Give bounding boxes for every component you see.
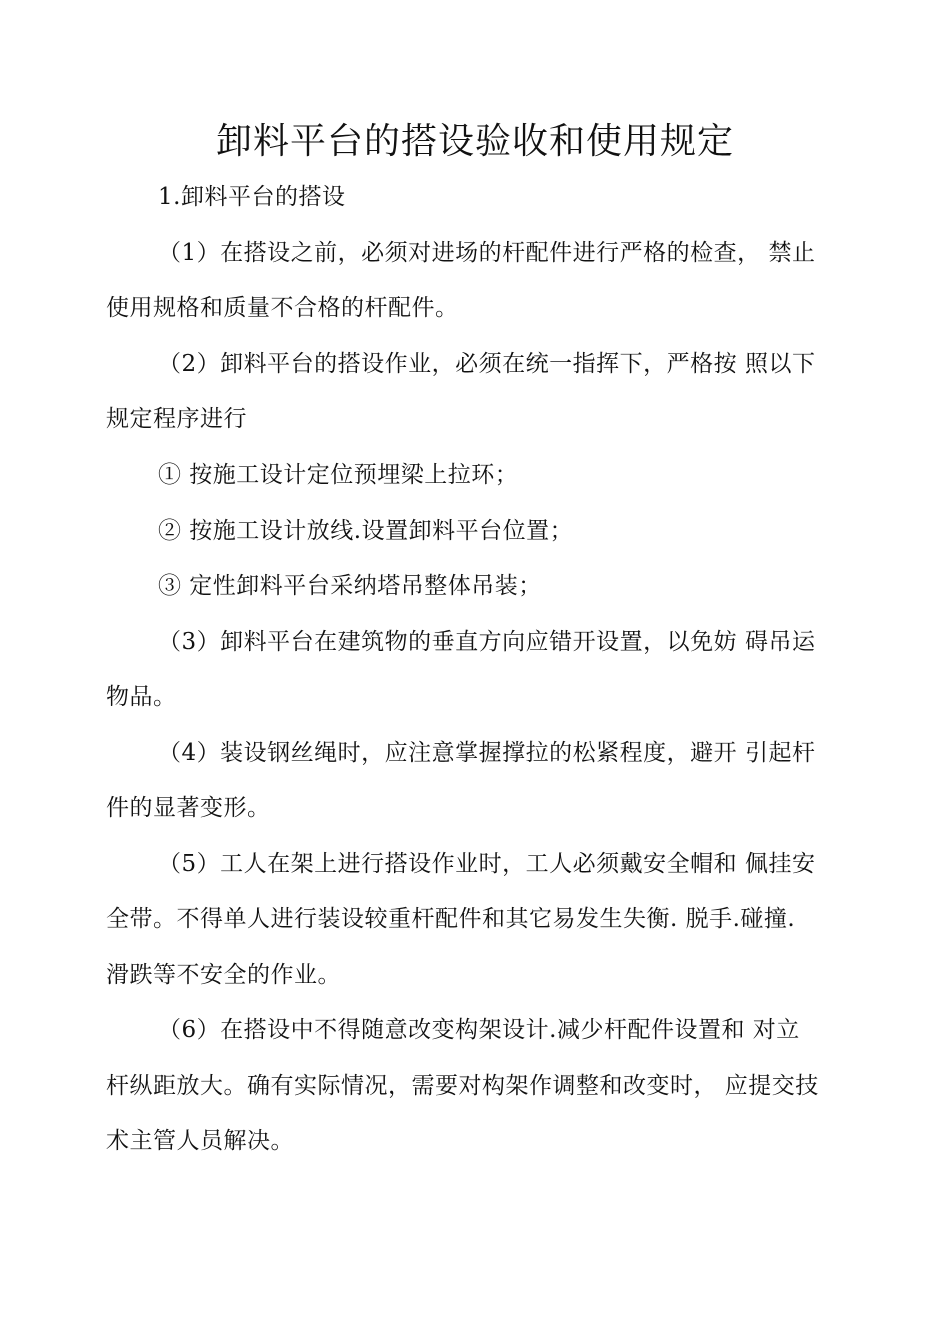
paragraph-1-line-2: 使用规格和质量不合格的杆配件。 [106, 295, 459, 321]
paragraph-5-line-2: 全带。不得单人进行装设较重杆配件和其它易发生失衡. 脱手.碰撞. [106, 906, 796, 932]
paragraph-3-line-1: （3）卸料平台在建筑物的垂直方向应错开设置，以免妨 碍吊运 [158, 629, 816, 655]
section-heading-1: 1.卸料平台的搭设 [158, 184, 346, 210]
paragraph-5-line-1: （5）工人在架上进行搭设作业时，工人必须戴安全帽和 佩挂安 [158, 851, 816, 877]
paragraph-6-line-2: 杆纵距放大。确有实际情况，需要对构架作调整和改变时， 应提交技 [106, 1073, 819, 1099]
paragraph-1-line-1: （1）在搭设之前，必须对进场的杆配件进行严格的检查， 禁止 [158, 240, 816, 266]
paragraph-4-line-2: 件的显著变形。 [106, 795, 271, 821]
paragraph-5-line-3: 滑跌等不安全的作业。 [106, 962, 341, 988]
list-item-1: ① 按施工设计定位预埋梁上拉环； [158, 462, 519, 488]
paragraph-6-line-3: 术主管人员解决。 [106, 1128, 294, 1154]
list-item-2: ② 按施工设计放线.设置卸料平台位置； [158, 518, 574, 544]
paragraph-2-line-2: 规定程序进行 [106, 406, 247, 432]
paragraph-6-line-1: （6）在搭设中不得随意改变构架设计.减少杆配件设置和 对立 [158, 1017, 800, 1043]
paragraph-3-line-2: 物品。 [106, 684, 177, 710]
document-title: 卸料平台的搭设验收和使用规定 [215, 121, 734, 162]
list-item-3: ③ 定性卸料平台采纳塔吊整体吊装； [158, 573, 542, 599]
paragraph-2-line-1: （2）卸料平台的搭设作业，必须在统一指挥下，严格按 照以下 [158, 351, 816, 377]
paragraph-4-line-1: （4）装设钢丝绳时，应注意掌握撑拉的松紧程度，避开 引起杆 [158, 740, 816, 766]
